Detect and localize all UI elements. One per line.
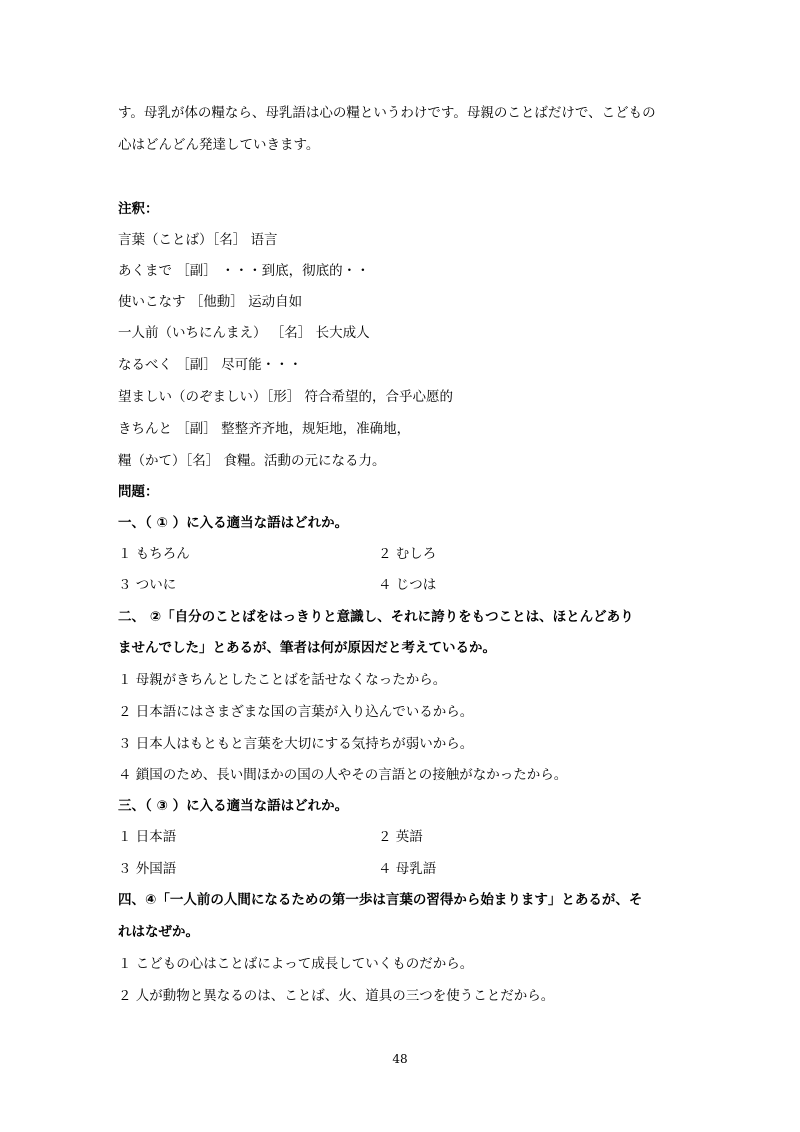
q3-option-3: ３ 外国語 — [118, 861, 177, 877]
notes-heading: 注釈： — [118, 201, 159, 217]
question-1-prompt: 一、（ ① ）に入る適当な語はどれか。 — [118, 515, 349, 531]
q2-option-1: １ 母親がきちんとしたことばを話せなくなったから。 — [118, 672, 447, 688]
q3-option-2: ２ 英語 — [378, 829, 423, 845]
q2-option-4: ４ 鎖国のため、長い間ほかの国の人やその言語との接触がなかったから。 — [118, 767, 568, 783]
questions-heading: 問題： — [118, 484, 159, 500]
question-2-prompt-line-1: 二、 ②「自分のことばをはっきりと意識し、それに誇りをもつことは、ほとんどあり — [118, 609, 634, 625]
note-item: 使いこなす ［他動］ 运动自如 — [118, 294, 303, 310]
q3-option-4: ４ 母乳語 — [378, 861, 437, 877]
q3-option-1: １ 日本語 — [118, 829, 177, 845]
q2-option-3: ３ 日本人はもともと言葉を大切にする気持ちが弱いから。 — [118, 736, 474, 752]
note-item: きちんと ［副］ 整整齐齐地，规矩地，准确地， — [118, 421, 411, 437]
intro-line-1: す。母乳が体の糧なら、母乳語は心の糧というわけです。母親のことばだけで、こどもの — [118, 105, 656, 121]
q1-option-4: ４ じつは — [378, 577, 437, 593]
q4-option-2: ２ 人が動物と異なるのは、ことば、火、道具の三つを使うことだから。 — [118, 988, 555, 1004]
question-4-prompt-line-2: れはなぜか。 — [118, 924, 199, 940]
note-item: 言葉（ことば）［名］ 语言 — [118, 232, 278, 248]
note-item: あくまで ［副］ ・・・到底，彻底的・・ — [118, 263, 370, 279]
page-number: 48 — [392, 1052, 408, 1066]
question-2-prompt-line-2: ませんでした」とあるが、筆者は何が原因だと考えているか。 — [118, 640, 496, 656]
q1-option-2: ２ むしろ — [378, 546, 437, 562]
q1-option-1: １ もちろん — [118, 546, 190, 562]
note-item: 一人前（いちにんまえ） ［名］ 长大成人 — [118, 325, 370, 341]
q1-option-3: ３ ついに — [118, 577, 177, 593]
question-3-prompt: 三、（ ③ ）に入る適当な語はどれか。 — [118, 798, 349, 814]
q4-option-1: １ こどもの心はことばによって成長していくものだから。 — [118, 956, 474, 972]
q2-option-2: ２ 日本語にはさまざまな国の言葉が入り込んでいるから。 — [118, 704, 474, 720]
question-4-prompt-line-1: 四、④「一人前の人間になるための第一歩は言葉の習得から始まります」とあるが、そ — [118, 892, 643, 908]
note-item: 糧（かて）［名］ 食糧。活動の元になる力。 — [118, 453, 386, 469]
note-item: 望ましい（のぞましい）［形］ 符合希望的，合乎心愿的 — [118, 389, 454, 405]
note-item: なるべく ［副］ 尽可能・・・ — [118, 357, 303, 373]
intro-line-2: 心はどんどん発達していきます。 — [118, 137, 320, 153]
